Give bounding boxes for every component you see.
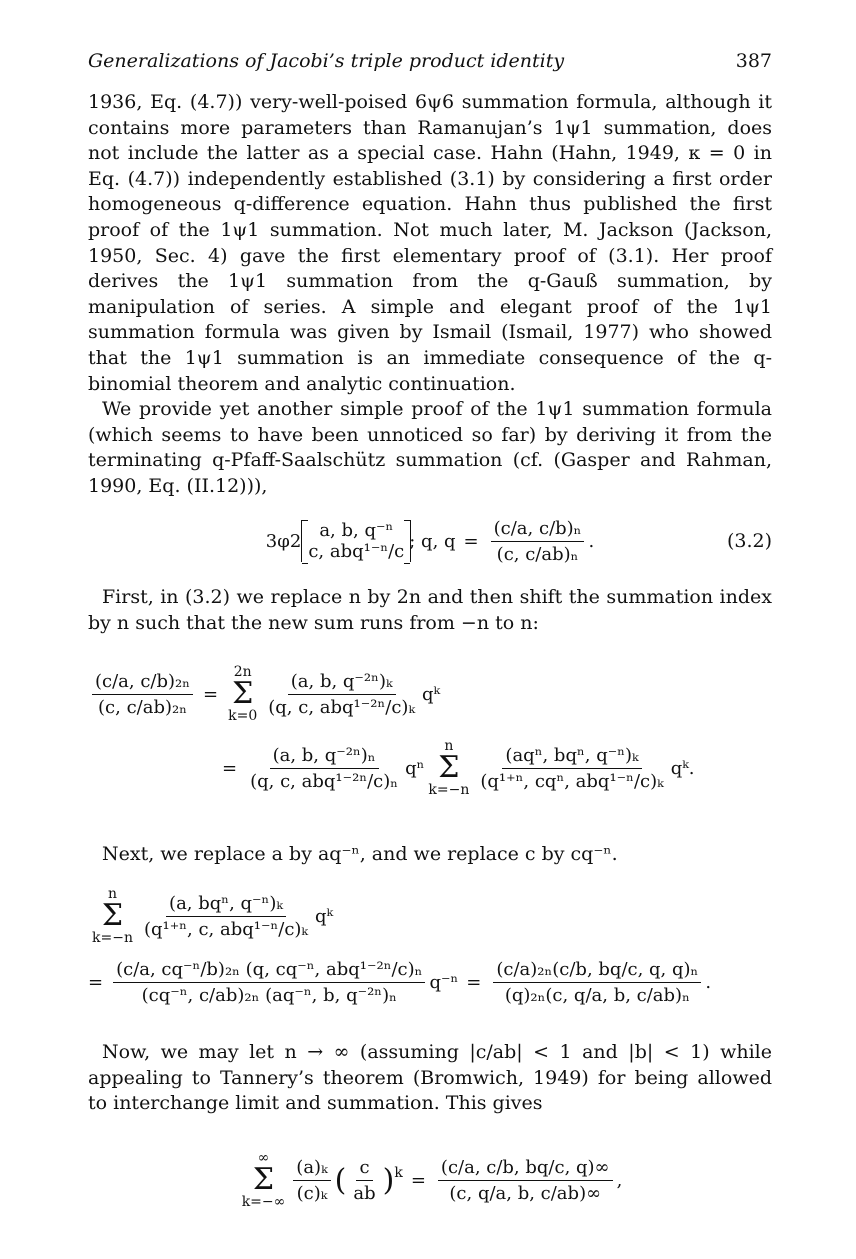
e2-pre-num: (a, b, q⁻²ⁿ)ₙ [270, 745, 379, 769]
e4-tail: , [616, 1169, 623, 1191]
e3-r2-tail: . [705, 971, 712, 993]
upper-parameters: a, b, q⁻ⁿ [319, 520, 394, 541]
e2-t1-num: (a, b, q⁻²ⁿ)ₖ [288, 671, 396, 695]
e2-t2-den: (q¹⁺ⁿ, cqⁿ, abq¹⁻ⁿ/c)ₖ [480, 770, 664, 792]
equation-3-2: 3φ2 a, b, q⁻ⁿ c, abq¹⁻ⁿ/c ; q, q = $\frac{\text{(c/a, c/b)ₙ}}{\text{(c, c/ab)ₙ}}$ . (3.2) [265, 517, 772, 565]
paragraph-3: First, in (3.2) we replace n by 2n and then shift the summation index by n such that the new sum runs from −n to n: [88, 586, 772, 634]
e4-inner-den: ab [353, 1182, 376, 1204]
e3-term-fraction [141, 893, 311, 940]
e3-r1-tail: q⁻ⁿ [429, 971, 459, 993]
sum2-upper: n [444, 738, 454, 754]
equation-limit: ∞ Σ k=−∞ $\frac{\text{(a)ₖ}}{\text{(c)ₖ}}$ ( $\frac{c}{ab}$ ) $^k$ = $\frac{(c/a, c/b, bq/c, q)\infty}{(c, q/a, b, c/ab)\infty}$ , [241, 1150, 623, 1210]
sum3-lower: k=−n [92, 930, 133, 946]
e3-t-tail: qᵏ [315, 905, 334, 927]
e4-rhs-fraction [438, 1157, 613, 1204]
sum-sign-3: n Σ k=−n [92, 886, 133, 946]
rhs-numerator: (c/a, c/b)ₙ [491, 518, 585, 542]
e3-t-den: (q¹⁺ⁿ, c, abq¹⁻ⁿ/c)ₖ [143, 918, 308, 940]
e2-lhs-fraction [92, 671, 193, 718]
e4-t-num: (a)ₖ [293, 1157, 330, 1181]
e4-inner-fraction [350, 1157, 378, 1204]
e4-power: k [394, 1165, 403, 1181]
e2-lhs-num: (c/a, c/b)₂ₙ [92, 671, 193, 695]
sum4-upper: ∞ [257, 1150, 270, 1166]
e2-prefactor-fraction [247, 745, 401, 792]
e2-term2-fraction [477, 745, 666, 792]
e4-t-den: (c)ₖ [296, 1182, 328, 1204]
e2-t2-tail: qᵏ. [670, 757, 695, 779]
sum1-upper: 2n [233, 664, 252, 680]
e3-ratio1-fraction [113, 959, 425, 1006]
hypergeometric-bracket [301, 520, 411, 562]
sum1-lower: k=0 [228, 708, 258, 724]
equation-substitution: n Σ k=−n $\frac{\text{(a, bqⁿ, q⁻ⁿ)ₖ}}{\text{(q¹⁺ⁿ, c, abq¹⁻ⁿ/c)ₖ}}$ qᵏ = $\frac{\text{(c/a, cq⁻ⁿ/b)₂ₙ (q, cq⁻ⁿ, abq¹⁻²ⁿ/c)ₙ}}{\text{(cq⁻ⁿ, c/ab)₂ₙ (aq⁻ⁿ, b, q⁻²ⁿ)ₙ}}$ q⁻ⁿ = $\frac{\text{(c/a)₂ₙ(c/b, bq/c, q, q)ₙ}}{\text{(q)₂ₙ(c, q/a, b, c/ab)ₙ}}$ . [88, 886, 712, 1006]
e3-r2-num: (c/a)₂ₙ(c/b, bq/c, q, q)ₙ [493, 959, 701, 983]
hyper-args: ; q, q [409, 530, 456, 552]
paragraph-2: We provide yet another simple proof of the 1ψ1 summation formula (which seems to have been unnoticed so far) by deriving it from the terminating q-Pfaff-Saalschütz summation (cf. (Gasper and Rahman, 1990, Eq. (II.12))), [88, 398, 772, 497]
e4-rhs-num: (c/a, c/b, bq/c, q)∞ [438, 1157, 613, 1181]
e2-pre-den: (q, c, abq¹⁻²ⁿ/c)ₙ [250, 770, 399, 792]
paragraph-3-box [88, 585, 772, 636]
e2-pre-tail: qⁿ [405, 757, 425, 779]
equation-number: (3.2) [726, 530, 772, 552]
e2-term1-fraction [265, 671, 418, 718]
e3-t-num: (a, bqⁿ, q⁻ⁿ)ₖ [166, 893, 286, 917]
rhs-fraction [491, 518, 585, 565]
sum4-lower: k=−∞ [241, 1194, 286, 1210]
e2-t1-tail: qᵏ [422, 683, 441, 705]
rhs-denominator: (c, c/ab)ₙ [496, 543, 579, 565]
e3-r1-den: (cq⁻ⁿ, c/ab)₂ₙ (aq⁻ⁿ, b, q⁻²ⁿ)ₙ [141, 984, 397, 1006]
e3-r1-num: (c/a, cq⁻ⁿ/b)₂ₙ (q, cq⁻ⁿ, abq¹⁻²ⁿ/c)ₙ [113, 959, 425, 983]
e2-t2-num: (aqⁿ, bqⁿ, q⁻ⁿ)ₖ [502, 745, 641, 769]
paragraph-5-box [88, 1040, 772, 1117]
paragraph-5: Now, we may let n → ∞ (assuming |c/ab| < 1 and |b| < 1) while appealing to Tannery’s theorem (Bromwich, 1949) for being allowed to interchange limit and summation. This gives [88, 1041, 772, 1115]
phi-symbol: 3φ2 [265, 530, 302, 552]
sum3-upper: n [107, 886, 117, 902]
e4-inner-num: c [356, 1157, 372, 1181]
paragraph-4: Next, we replace a by aq⁻ⁿ, and we replace c by cq⁻ⁿ. [102, 843, 618, 865]
paragraph-4-box [88, 842, 772, 868]
e2-t1-den: (q, c, abq¹⁻²ⁿ/c)ₖ [268, 696, 416, 718]
e4-term-fraction [293, 1157, 330, 1204]
sum-sign-1: 2n Σ k=0 [228, 664, 258, 724]
paragraph-1: 1936, Eq. (4.7)) very-well-poised 6ψ6 summation formula, although it contains more parameters than Ramanujan’s 1ψ1 summation, does not include the latter as a special case. Hahn (Hahn, 1949, κ = 0 in Eq. (4.7)) independently established (3.1) by considering a first order homogeneous q-difference equation. Hahn thus published the first proof of the 1ψ1 summation. Not much later, M. Jackson (Jackson, 1950, Sec. 4) gave the first elementary proof of (3.1). Her proof derives the 1ψ1 summation from the q-Gauß summation, by manipulation of series. A simple and elegant proof of the 1ψ1 summation formula was given by Ismail (Ismail, 1977) who showed that the 1ψ1 summation is an immediate consequence of the q-binomial theorem and analytic continuation. [88, 91, 772, 395]
e4-rhs-den: (c, q/a, b, c/ab)∞ [449, 1182, 602, 1204]
equation-shifted-sum: $\frac{\text{(c/a, c/b)₂ₙ}}{\text{(c, c/ab)₂ₙ}}$ = 2n Σ k=0 $\frac{\text{(a, b, q⁻²ⁿ)ₖ}}{\text{(q, c, abq¹⁻²ⁿ/c)ₖ}}$ qᵏ = $\frac{\text{(a, b, q⁻²ⁿ)ₙ}}{\text{(q, c, abq¹⁻²ⁿ/c)ₙ}}$ qⁿ n Σ k=−n $\frac{\text{(aqⁿ, bqⁿ, q⁻ⁿ)ₖ}}{\text{(q¹⁺ⁿ, cqⁿ, abq¹⁻ⁿ/c)ₖ}}$ qᵏ. [88, 660, 772, 808]
page-number: 387 [735, 50, 772, 72]
sum-sign-2: n Σ k=−n [428, 738, 470, 798]
running-title: Generalizations of Jacobi’s triple product identity [88, 50, 565, 72]
sum-sign-4: ∞ Σ k=−∞ [241, 1150, 286, 1210]
e3-ratio2-fraction [493, 959, 701, 1006]
page-content [88, 50, 772, 500]
e3-r2-den: (q)₂ₙ(c, q/a, b, c/ab)ₙ [504, 984, 690, 1006]
lower-parameters: c, abq¹⁻ⁿ/c [308, 541, 405, 562]
running-header [88, 50, 772, 90]
e2-lhs-den: (c, c/ab)₂ₙ [98, 696, 188, 718]
sum2-lower: k=−n [428, 782, 470, 798]
